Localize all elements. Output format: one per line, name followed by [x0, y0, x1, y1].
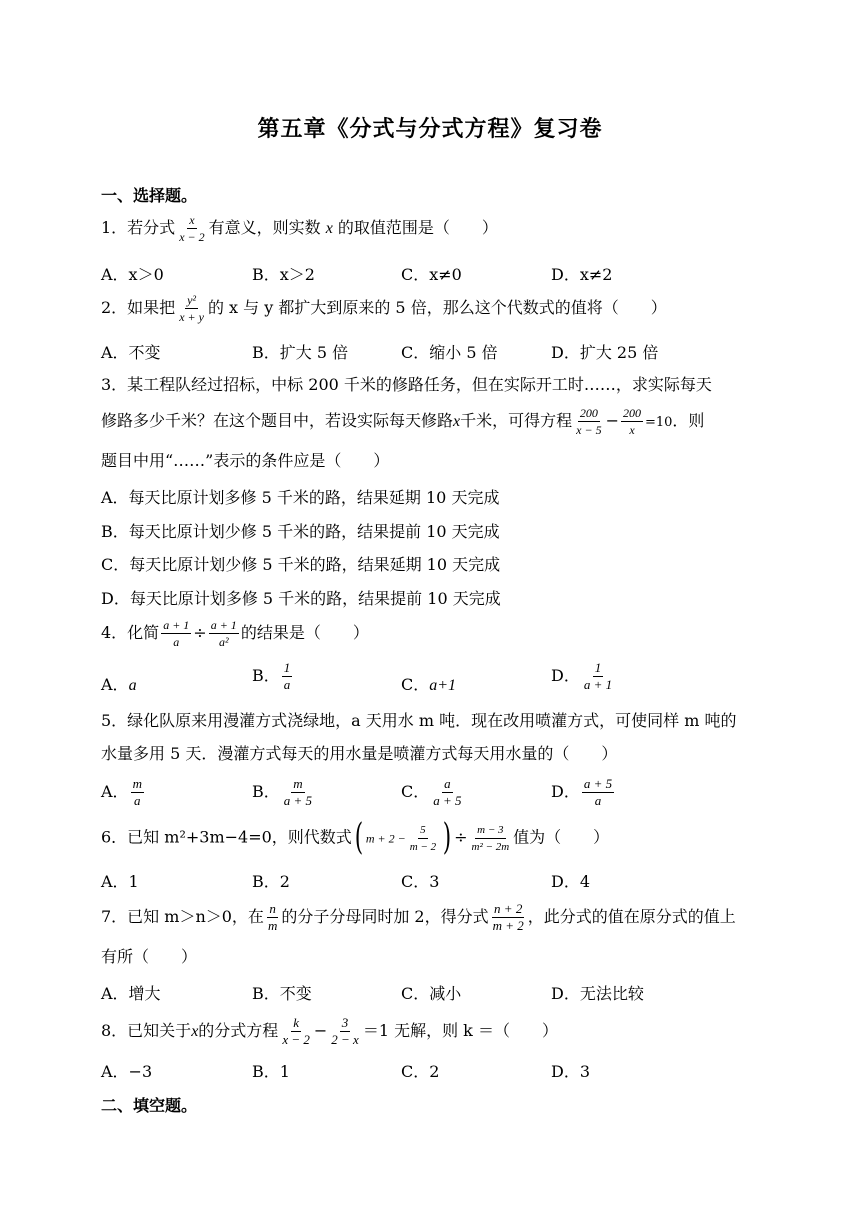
- q2-option-d: D．扩大 25 倍: [551, 343, 659, 362]
- q5-optD-den: a: [594, 793, 602, 808]
- q8-f2-num: 3: [341, 1015, 349, 1030]
- q3-line2-mid: 千米，可得方程: [460, 411, 573, 430]
- q5-optC-num: a: [444, 776, 451, 791]
- q4-optD-den: a + 1: [583, 677, 613, 692]
- q4-option-d: [551, 661, 616, 692]
- q3-option-b: B．每天比原计划少修 5 千米的路，结果提前 10 天完成: [101, 522, 500, 541]
- q3-line-1: 3．某工程队经过招标，中标 200 千米的修路任务，但在实际开工时……，求实际每天: [101, 375, 712, 394]
- q5-line-1: 5．绿化队原来用漫灌方式浇绿地，a 天用水 m 吨．现在改用喷灌方式，可使同样 m 吨的: [101, 711, 737, 730]
- q1-option-a: A．x＞0: [101, 265, 164, 284]
- q2-fraction: [177, 293, 206, 324]
- q3-line2-post: ．则: [672, 411, 705, 430]
- q2-post: 的 x 与 y 都扩大到原来的 5 倍，那么这个代数式的值将（ ）: [207, 298, 667, 317]
- q6-post: 值为（ ）: [513, 827, 610, 847]
- q3-eq: =10: [644, 415, 673, 430]
- q6-pre: 6．已知 m²+3m−4=0，则代数式: [101, 827, 352, 847]
- q6-div: ÷: [454, 827, 468, 847]
- q4-option-b-label: B．: [252, 666, 280, 685]
- question-6: [101, 817, 610, 858]
- q6-inner-pre: m + 2 −: [365, 831, 406, 846]
- q8-option-b: B．1: [252, 1062, 290, 1081]
- q5-option-b-label: B．: [252, 782, 280, 801]
- q4-option-c: [401, 672, 456, 695]
- q1-post-a: 有意义，则实数: [208, 218, 326, 237]
- q5-optC-den: a + 5: [433, 793, 462, 808]
- q5-optB-den: a + 5: [283, 793, 313, 808]
- q2-option-b: B．扩大 5 倍: [252, 343, 349, 362]
- q3-line-3: 题目中用“……”表示的条件应是（ ）: [101, 451, 390, 470]
- q5-option-d-label: D．: [551, 782, 580, 801]
- q8-f1-num: k: [293, 1015, 299, 1030]
- q4-optB-den: a: [283, 677, 291, 692]
- q8-f2-den: 2 − x: [331, 1032, 359, 1047]
- q4-option-a-val: a: [128, 677, 137, 694]
- q8-var: x: [191, 1023, 199, 1040]
- q6-f-num: m − 3: [475, 823, 505, 839]
- q6-left-paren: (: [354, 817, 364, 858]
- q3-fraction-2: [621, 406, 643, 437]
- q4-fraction-2: [209, 618, 239, 649]
- q1-post-b: 的取值范围是（ ）: [332, 218, 498, 237]
- q6-option-c: C．3: [401, 872, 440, 891]
- q6-option-a: A．1: [101, 872, 139, 891]
- q7-pre: 7．已知 m＞n＞0，在: [101, 907, 264, 926]
- q2-option-a: A．不变: [101, 343, 161, 362]
- q5-option-c-label: C．: [401, 782, 430, 801]
- q3-line-2: [101, 406, 704, 437]
- q7-f2-den: m + 2: [492, 918, 524, 933]
- q3-minus: −: [605, 411, 619, 430]
- q2-pre: 2．如果把: [101, 298, 176, 317]
- page-title: 第五章《分式与分式方程》复习卷: [257, 116, 603, 142]
- q1-fraction: [177, 213, 206, 244]
- q4-option-c-val: a+1: [429, 677, 457, 694]
- q8-fraction-2: [329, 1016, 361, 1047]
- q1-option-d: D．x≠2: [551, 265, 613, 284]
- question-7: [101, 902, 736, 933]
- q7-option-b: B．不变: [252, 984, 312, 1003]
- section-choice-heading: 一、选择题。: [101, 186, 198, 205]
- q3-option-d: D．每天比原计划多修 5 千米的路，结果提前 10 天完成: [101, 589, 501, 608]
- q6-inner-num: 5: [418, 823, 428, 839]
- question-2: [101, 293, 667, 324]
- q4-f2-den: a²: [218, 635, 229, 649]
- q6-option-d: D．4: [551, 872, 591, 891]
- q6-inner-frac: [408, 823, 438, 854]
- q1-option-c: C．x≠0: [401, 265, 462, 284]
- q8-option-d: D．3: [551, 1062, 591, 1081]
- question-8: [101, 1016, 558, 1047]
- q1-frac-den: x − 2: [179, 230, 205, 244]
- q5-option-c: [401, 777, 466, 808]
- q5-option-b-frac: [282, 777, 314, 808]
- q6-inner-den: m − 2: [409, 840, 437, 853]
- q4-option-d-frac: [582, 661, 614, 692]
- q5-line-2: 水量多用 5 天．漫灌方式每天的用水量是喷灌方式每天用水量的（ ）: [101, 744, 618, 763]
- q4-pre: 4．化简: [101, 623, 160, 642]
- q6-f-den: m² − 2m: [471, 840, 510, 853]
- q4-option-c-label: C．: [401, 675, 430, 694]
- q4-option-a: [101, 672, 137, 695]
- q7-mid: 的分子分母同时加 2，得分式: [281, 907, 489, 926]
- q5-option-d: [551, 777, 616, 808]
- q3-frac2-num: 200: [622, 406, 641, 420]
- question-4: [101, 618, 369, 649]
- q8-option-a: A．−3: [101, 1062, 153, 1081]
- q4-post: 的结果是（ ）: [240, 623, 369, 642]
- q4-option-d-label: D．: [551, 666, 580, 685]
- q7-f1-den: m: [267, 918, 278, 933]
- q5-optD-num: a + 5: [583, 776, 613, 791]
- q1-option-b: B．x＞2: [252, 265, 315, 284]
- q7-fraction-2: [491, 902, 526, 933]
- q1-pre: 1．若分式: [101, 218, 176, 237]
- q4-optB-num: 1: [283, 660, 291, 675]
- q5-option-c-frac: [431, 777, 463, 808]
- q4-f2-num: a + 1: [210, 618, 237, 632]
- q7-line-2: 有所（ ）: [101, 947, 198, 966]
- q8-mid: 的分式方程: [198, 1021, 279, 1040]
- q2-frac-num: y²: [187, 293, 197, 307]
- q2-option-c: C．缩小 5 倍: [401, 343, 498, 362]
- q5-optB-num: m: [293, 776, 303, 791]
- q3-option-c: C．每天比原计划少修 5 千米的路，结果延期 10 天完成: [101, 555, 501, 574]
- q3-fraction-1: [574, 406, 603, 437]
- q4-option-b-frac: [282, 661, 293, 692]
- q7-option-d: D．无法比较: [551, 984, 644, 1003]
- q6-option-b: B．2: [252, 872, 290, 891]
- q8-minus: −: [313, 1021, 328, 1040]
- q7-f1-num: n: [269, 901, 276, 916]
- q7-post: ，此分式的值在原分式的值上: [527, 907, 736, 926]
- q5-optA-den: a: [134, 793, 141, 808]
- q3-var: x: [453, 413, 461, 430]
- q8-pre: 8．已知关于: [101, 1021, 192, 1040]
- q4-fraction-1: [161, 618, 191, 649]
- q4-option-a-label: A．: [101, 675, 129, 694]
- q7-option-a: A．增大: [101, 984, 161, 1003]
- q3-option-a: A．每天比原计划多修 5 千米的路，结果延期 10 天完成: [101, 488, 500, 507]
- q4-optD-num: 1: [594, 660, 602, 675]
- q3-frac1-num: 200: [579, 406, 598, 420]
- q3-line2-pre: 修路多少千米？在这个题目中，若设实际每天修路: [101, 411, 454, 430]
- q8-option-c: C．2: [401, 1062, 440, 1081]
- q1-frac-num: x: [189, 213, 195, 227]
- section-fill-heading: 二、填空题。: [101, 1096, 198, 1115]
- q5-option-d-frac: [582, 777, 614, 808]
- question-1: [101, 213, 498, 244]
- q3-frac2-den: x: [629, 423, 635, 437]
- q8-fraction-1: [280, 1016, 312, 1047]
- q7-fraction-1: [266, 902, 279, 933]
- q6-fraction: [470, 823, 512, 854]
- q7-option-c: C．减小: [401, 984, 462, 1003]
- q7-f2-num: n + 2: [494, 901, 523, 916]
- q5-option-b: [252, 777, 316, 808]
- q5-option-a-label: A．: [101, 782, 129, 801]
- q1-var: x: [325, 220, 333, 237]
- q6-right-paren: ): [442, 817, 452, 858]
- q4-f1-den: a: [173, 635, 180, 649]
- q8-post: ＝1 无解，则 k ＝（ ）: [362, 1021, 558, 1040]
- q3-frac1-den: x − 5: [576, 423, 602, 437]
- q4-option-b: [252, 661, 294, 692]
- q5-option-a-frac: [131, 777, 144, 808]
- q4-div: ÷: [193, 623, 207, 642]
- q5-option-a: [101, 777, 146, 808]
- q5-optA-num: m: [132, 776, 142, 791]
- q4-f1-num: a + 1: [163, 618, 190, 632]
- q8-f1-den: x − 2: [282, 1032, 310, 1047]
- q2-frac-den: x + y: [179, 310, 204, 324]
